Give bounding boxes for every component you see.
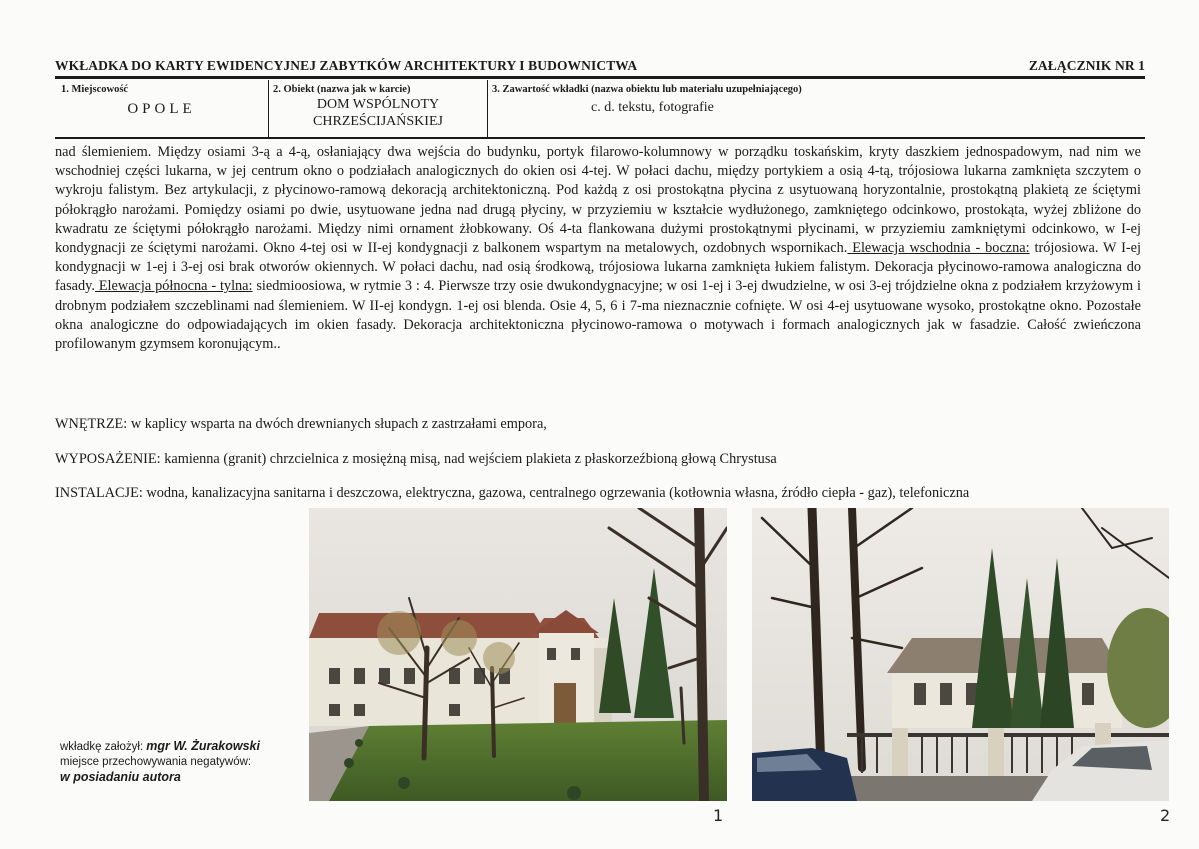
field-object bbox=[268, 80, 487, 137]
installations-section: INSTALACJE: wodna, kanalizacyjna sanitarna i deszczowa, elektryczna, gazowa, centralnego ogrzewania (kotłownia własna, źródło ciepła - gaz), telefoniczna bbox=[55, 485, 970, 501]
photo-number-2: 2 bbox=[1160, 806, 1171, 825]
founder-label: wkładkę założył: bbox=[60, 741, 147, 753]
interior-section: WNĘTRZE: w kaplicy wsparta na dwóch drewnianych słupach z zastrzałami empora, bbox=[55, 416, 547, 432]
field-content-value: c. d. tekstu, fotografie bbox=[591, 100, 714, 115]
header-rule bbox=[55, 76, 1145, 79]
field-object-label: 2. Obiekt (nazwa jak w karcie) bbox=[273, 84, 411, 95]
founder-line bbox=[60, 739, 300, 755]
storage-value: w posiadaniu autora bbox=[60, 770, 181, 784]
storage-label: miejsce przechowywania negatywów: bbox=[60, 756, 252, 768]
field-place-label: 1. Miejscowość bbox=[61, 84, 129, 95]
fields-rule bbox=[55, 137, 1145, 139]
form-title: WKŁADKA DO KARTY EWIDENCYJNEJ ZABYTKÓW ARCHITEKTURY I BUDOWNICTWA bbox=[55, 58, 638, 73]
attachment-number: ZAŁĄCZNIK NR 1 bbox=[1028, 58, 1145, 73]
description-part-1: nad ślemieniem. Między osiami 3-ą a 4-ą, osłaniający dwa wejścia do budynku, portyk filarowo-kolumnowy w porządku toskańskim, kryty daszkiem jednospadowym, nad nim we wschodniej części lukarna, w jej centrum okno o podziałach analogicznych do okien osi 4-tej. W połaci dachu, między portykiem a osią 4-tą, trójosiowa lukarna zamknięta szczytem o wykroju falistym. Bez artykulacji, z płycinowo-ramową dekoracją architektoniczną. Pod każdą z osi prostokątna płycina z usytuowaną horyzontalnie, prostokątną plakietą ze ściętymi półokrągło narożami. Pomiędzy osiami po dwie, usytuowane jedna nad drugą płyciny, w przyziemiu w kształcie wydłużonego, zamkniętego odcinkowo, prostokąta, wyżej zbliżone do kwadratu ze ściętymi półokrągło narożami. Między nimi ornament żłobkowany. Oś 4-ta flankowana dużymi prostokątnymi płycinami, w przyziemiu zamkniętymi odcinkowo, w I-ej kondygnacji ze ściętymi narożami. Okno 4-tej osi w II-ej kondygnacji z balkonem wspartym na metalowych, ozdobnych wspornikach. bbox=[55, 144, 1141, 257]
credits-block bbox=[60, 739, 300, 785]
photo-building-fence bbox=[752, 508, 1169, 801]
field-place-value: OPOLE bbox=[127, 101, 196, 117]
form-header bbox=[55, 58, 1145, 74]
description-paragraph bbox=[55, 143, 1141, 354]
east-elevation-label: Elewacja wschodnia - boczna: bbox=[847, 240, 1030, 257]
north-elevation-label: Elewacja północna - tylna: bbox=[94, 278, 253, 295]
field-object-value bbox=[269, 96, 487, 130]
field-content bbox=[487, 80, 1145, 137]
field-object-value-line1: DOM WSPÓLNOTY bbox=[316, 97, 440, 112]
form-fields bbox=[55, 80, 1145, 137]
field-place bbox=[55, 80, 268, 137]
description-part-3: siedmioosiowa, w rytmie 3 : 4. Pierwsze trzy osie dwukondygnacyjne; w osi 1-ej i 3-ej dwudzielne, w osi 3-ej trójdzielne okna z podziałem krzyżowym i drobnym podziałem szczeblinami nad ślemieniem. W II-ej kondygn. 1-ej osi blenda. Osie 4, 5, 6 i 7-ma nieznacznie cofnięte. W osi 4-ej usytuowane wysoko, prostokątne okno. Pozostałe okna analogiczne do odpowiadających im okien fasady. Dekoracja architektoniczna płycinowo-ramowa o motywach i formach analogicznych jak w fasadzie. Całość zwieńczona profilowanym gzymsem koronującym.. bbox=[55, 278, 1141, 353]
photo-number-1: 1 bbox=[713, 806, 724, 825]
description-part-2: trójosiowa. W I-ej kondygnacji w 1-ej i 3-ej osi brak otworów okiennych. W połaci dachu, nad osią środkową, trójosiowa lukarna zamknięta łukiem falistym. Dekoracja płycinowo-ramowa analogiczna do fasady. bbox=[55, 240, 1141, 295]
field-object-value-line2: CHRZEŚCIJAŃSKIEJ bbox=[313, 114, 443, 129]
description-text bbox=[55, 143, 1141, 354]
founder-name: mgr W. Żurakowski bbox=[146, 739, 260, 753]
field-content-label: 3. Zawartość wkładki (nazwa obiektu lub materiału uzupełniającego) bbox=[492, 84, 802, 95]
furnishing-section: WYPOSAŻENIE: kamienna (granit) chrzcielnica z mosiężną misą, nad wejściem plakieta z płaskorzeźbioną głową Chrystusa bbox=[55, 451, 777, 467]
photo-building-front bbox=[309, 508, 727, 801]
